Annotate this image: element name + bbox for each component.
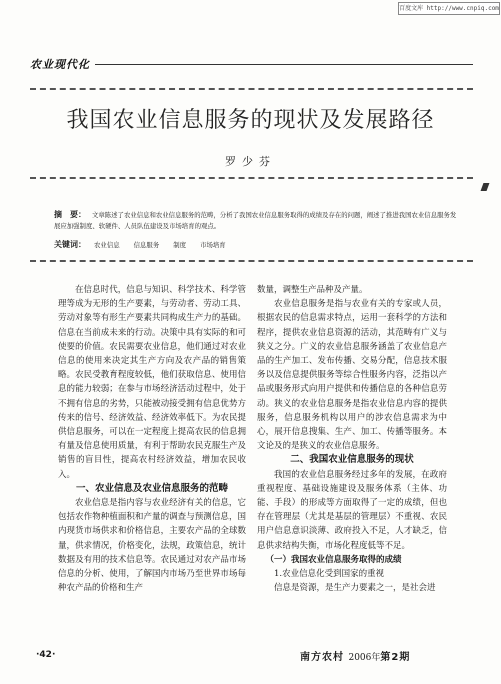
abstract [54, 209, 459, 232]
top-dashed-rule [30, 88, 473, 90]
journal-issue: 第2期 [380, 652, 411, 663]
page-number: ·42· [36, 650, 56, 660]
right-column [257, 283, 447, 595]
section-tag-rule [95, 64, 473, 65]
section-heading: 一、农业信息及农业信息服务的范畴 [75, 482, 228, 494]
keyword: 信息服务 [133, 241, 160, 249]
paragraph: 农业信息是指内容与农业经济有关的信息，它包括农作物种植面积和产量的调查与预测信息，国内现货市场供求和价格信息，主要农产品的全球数量，供求情况，价格变化，法规，政策信息，统计数据及有用的技术信息等。农民通过对农产品市场信息的分析、使用，了解国内市场乃至世界市场每种农产品的价格和生产 [58, 498, 246, 594]
paragraph: 农业信息服务是指与农业有关的专家或人员，根据农民的信息需求特点，运用一套科学的方法和程序，提供农业信息资源的活动，其范畴有广义与狭义之分。广义的农业信息服务涵盖了农业信息产品的生产加工、发布传播、交易分配，信息技术服务以及信息提供服务等综合性服务内容，泛指以产品或服务形式向用户提供和传播信息的各种信息劳动。狭义的农业信息服务是指农业信息内容的提供服务，信息服务机构以用户的涉农信息需求为中心，展开信息搜集、生产、加工、传播等服务。本文论及的是狭义的农业信息服务。 [257, 299, 447, 452]
left-column [58, 283, 246, 595]
article-title: 我国农业信息服务的现状及发展路径 [66, 108, 435, 133]
paragraph: 数量，调整生产品种及产量。 [257, 285, 368, 295]
paragraph: 信息是资源，是生产力要素之一，是社会进 [274, 583, 436, 594]
article-author: 罗少芬 [225, 155, 276, 168]
abstract-label: 摘 要： [54, 210, 86, 219]
keyword: 农业信息 [94, 241, 120, 249]
keywords [54, 239, 459, 250]
abstract-text: 文章陈述了农业信息和农业信息服务的范畴，分析了我国农业信息服务取得的成绩及存在的问题，阐述了推进我国农业信息服务发展应加强制度、软硬件、人员队伍建设及市场培育的观点。 [54, 211, 457, 230]
keywords-label: 关键词： [54, 240, 86, 249]
journal-year: 2006年 [348, 653, 381, 663]
subsection-heading: （一）我国农业信息服务取得的成绩 [265, 554, 402, 565]
section-heading: 二、我国农业信息服务的现状 [290, 454, 414, 466]
paragraph: 在信息时代，信息与知识、科学技术、科学管理等成为无形的生产要素，与劳动者、劳动工具、劳动对象等有形生产要素共同构成生产力的基础。信息在当前成未来的行动。决策中具有实际的和可使要的价值。农民需要农业信息，他们通过对农业信息的使用来决定其生产方向及农产品的销售策略。农民受教育程度较低，他们获取信息、使用信息的能力较弱；在参与市场经济活动过程中，处于不拥有信息的劣势，只能被动接受拥有信息优势方传来的信号、经济效益、经济效率低下。为农民提供信息服务，可以在一定程度上提高农民的信息拥有量及信息使用质量，有利于帮助农民克服生产及销售的盲目性，提高农村经济效益，增加农民收入。 [58, 285, 246, 480]
journal-footer [300, 648, 410, 663]
edge-mark-icon [481, 183, 490, 191]
middle-dashed-rule [30, 177, 473, 179]
watermark-badge: 百度文库 http://www.cnpiq.com [398, 2, 500, 15]
keyword: 市场培育 [200, 241, 226, 249]
keyword: 制度 [173, 241, 187, 249]
paragraph: 1.农业信息化受到国家的重视 [274, 569, 385, 580]
paragraph: 我国的农业信息服务经过多年的发展，在政府重视程度、基础设施建设及服务体系（主体、功能、手段）的形成等方面取得了一定的成绩，但也存在管理层（尤其是基层的管理层）不重视、农民用户信息意识淡薄、政府投入不足，人才缺乏，信息供求结构失衡，市场化程度低等不足。 [257, 469, 447, 551]
abstract-bottom-dashed-rule [30, 260, 473, 262]
journal-name: 南方农村 [300, 652, 344, 663]
section-tag: 农业现代化 [30, 58, 90, 71]
